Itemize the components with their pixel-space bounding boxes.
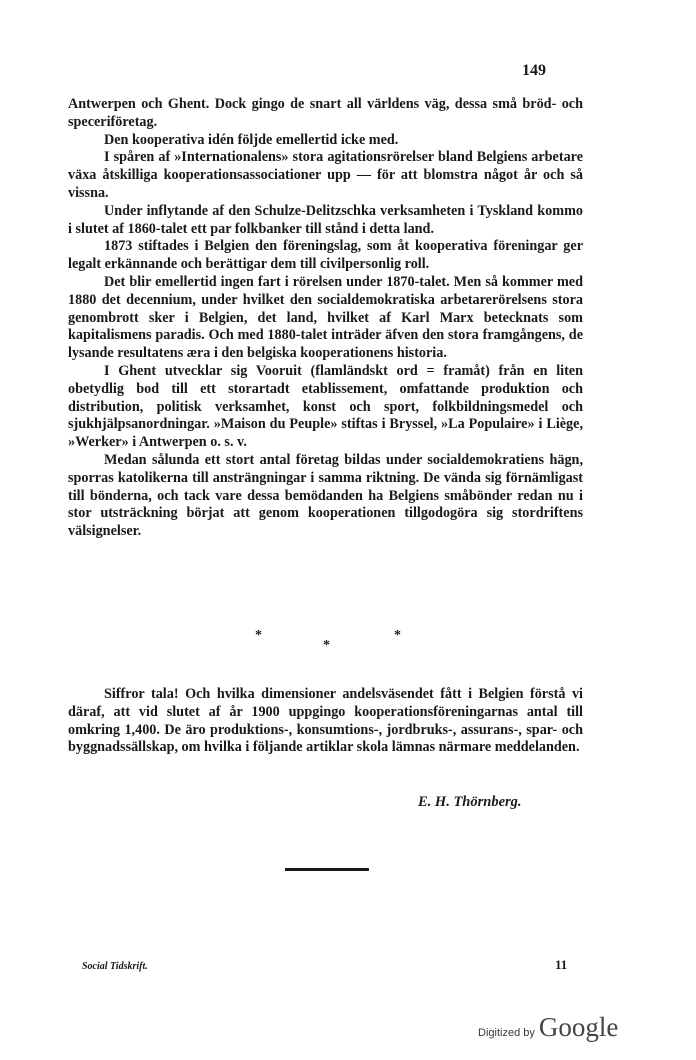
asterisk-icon: * (255, 628, 262, 643)
digitized-watermark (478, 1012, 628, 1042)
footer-journal-name: Social Tidskrift. (82, 961, 148, 972)
footer-sheet-number: 11 (555, 957, 568, 972)
asterisk-icon: * (323, 638, 330, 653)
article-body (68, 96, 583, 541)
paragraph: I Ghent utvecklar sig Vooruit (flamländskt ord = framåt) från en liten obetydlig bod till ett storartadt etablissement, omfattande produktion och distribution, politisk verksamhet, konst och sport, folkbildningsmedel och sjukhjälpsanordningar. »Maison du Peuple» stiftas i Bryssel, »La Populaire» i Liège, »Werker» i Antwerpen o. s. v. (68, 362, 583, 451)
google-logo-text: Google (538, 1012, 619, 1042)
closing-section (68, 686, 583, 757)
closing-paragraph: Siffror tala! Och hvilka dimensioner andelsväsendet fått i Belgien förstå vi däraf, att vid slutet af år 1900 uppgingo kooperationsföreningarnas antal till omkring 1,400. De äro produktions-, konsumtions-, jordbruks-, assurans-, spar- och byggnadssällskap, om hvilka i följande artiklar skola lämnas närmare meddelanden. (68, 686, 583, 756)
page-number: 149 (522, 62, 546, 79)
paragraph: Det blir emellertid ingen fart i rörelsen under 1870-talet. Men så kommer med 1880 det decennium, under hvilket den socialdemokratiska arbetarerörelsens stora genombrott sker i Belgien, det land, hvilket af Karl Marx betecknats som kapitalismens paradis. Och med 1880-talet inträder äfven den stora framgångens, de lysande resultatens æra i den belgiska kooperationens historia. (68, 273, 583, 362)
paragraph: 1873 stiftades i Belgien den föreningslag, som åt kooperativa föreningar ger legalt erkännande och berättigar dem till civilpersonlig roll. (68, 238, 583, 273)
digitized-prefix: Digitized by (478, 1027, 535, 1039)
paragraph: I spåren af »Internationalens» stora agitationsrörelser bland Belgiens arbetare växa åtskilliga kooperationsassociationer upp — för att blomstra något år och så vissna. (68, 149, 583, 201)
section-divider-stars (0, 628, 696, 653)
paragraph: Under inflytande af den Schulze-Delitzschka verksamheten i Tyskland kommo i slutet af 1860-talet ett par folkbanker till stånd i detta land. (68, 202, 583, 237)
paragraph: Medan sålunda ett stort antal företag bildas under socialdemokratiens hägn, sporras katolikerna till ansträngningar i samma riktning. De vända sig förnämligast till bönderna, och tack vare dessa bemödanden ha Belgiens småbönder redan nu i stor utsträckning börjat att genom kooperationen tillgodogöra sig stordriftens välsignelser. (68, 451, 583, 540)
end-rule (285, 868, 369, 871)
paragraph: Den kooperativa idén följde emellertid icke med. (104, 131, 399, 148)
author-signature: E. H. Thörnberg. (418, 794, 522, 810)
paragraph: Antwerpen och Ghent. Dock gingo de snart all världens väg, dessa små bröd- och speceriföretag. (68, 96, 583, 130)
asterisk-icon: * (394, 628, 401, 643)
